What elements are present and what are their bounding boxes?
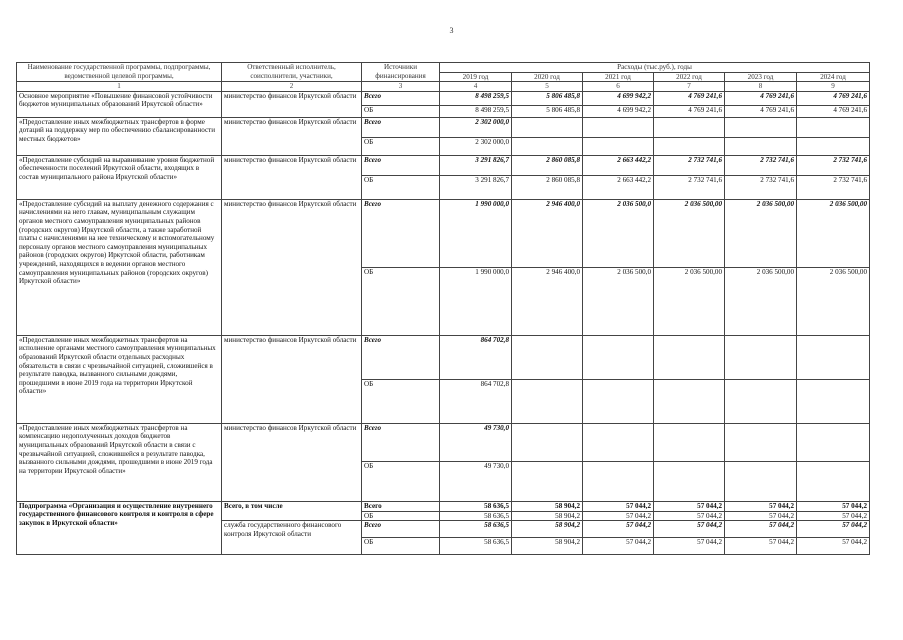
source-ob-cell: ОБ bbox=[362, 137, 440, 155]
expense-ob-cell bbox=[583, 137, 654, 155]
expense-cell: 57 044,2 bbox=[583, 501, 654, 511]
expense-cell: 57 044,2 bbox=[797, 521, 870, 538]
expense-ob-cell bbox=[725, 137, 797, 155]
subprogram-total-label-cell: Всего, в том числе bbox=[222, 501, 362, 521]
expense-total-cell: 2 663 442,2 bbox=[583, 155, 654, 175]
expense-total-cell: 3 291 826,7 bbox=[440, 155, 512, 175]
source-vsego-cell: Всего bbox=[362, 501, 440, 511]
expense-ob-cell bbox=[725, 461, 797, 501]
expense-ob-cell: 4 769 241,6 bbox=[797, 105, 870, 117]
expense-ob-cell: 1 990 000,0 bbox=[440, 267, 512, 335]
executor-cell: министерство финансов Иркутской области bbox=[222, 423, 362, 501]
expense-ob-cell: 4 699 942,2 bbox=[583, 105, 654, 117]
header-source: Источники финансирования bbox=[362, 63, 440, 82]
expense-cell: 57 044,2 bbox=[654, 521, 725, 538]
expense-cell: 58 904,2 bbox=[512, 501, 583, 511]
expense-ob-cell: 2 946 400,0 bbox=[512, 267, 583, 335]
expense-cell: 57 044,2 bbox=[797, 538, 870, 555]
expense-total-cell: 2 036 500,00 bbox=[797, 199, 870, 267]
expense-ob-cell: 2 860 085,8 bbox=[512, 175, 583, 199]
expense-ob-cell: 2 732 741,6 bbox=[797, 175, 870, 199]
column-index-row bbox=[17, 82, 870, 92]
expense-total-cell bbox=[583, 423, 654, 461]
expense-total-cell: 2 036 500,00 bbox=[725, 199, 797, 267]
column-index: 7 bbox=[654, 82, 725, 92]
source-vsego-cell: Всего bbox=[362, 521, 440, 538]
header-executor: Ответственный исполнитель, соисполнители, участники, bbox=[222, 63, 362, 82]
expense-cell: 57 044,2 bbox=[797, 501, 870, 511]
expense-cell: 57 044,2 bbox=[797, 511, 870, 521]
expense-ob-cell: 5 806 485,8 bbox=[512, 105, 583, 117]
expense-ob-cell: 8 498 259,5 bbox=[440, 105, 512, 117]
program-name-cell: «Предоставление иных межбюджетных трансфертов на исполнение органами местного самоуправления муниципальных образований Иркутской области отдельных расходных обязательств в связи с чрезвычайной ситуацией, сложившейся в результате паводка, вызванного сильными дождями, прошедшими в июне 2019 года на территории Иркутской области» bbox=[17, 335, 222, 423]
column-index: 4 bbox=[440, 82, 512, 92]
expense-total-cell bbox=[797, 117, 870, 137]
executor-cell: министерство финансов Иркутской области bbox=[222, 199, 362, 335]
expense-ob-cell: 4 769 241,6 bbox=[654, 105, 725, 117]
table-row bbox=[17, 199, 870, 267]
expense-ob-cell bbox=[797, 461, 870, 501]
source-vsego-cell: Всего bbox=[362, 91, 440, 105]
expense-total-cell bbox=[797, 423, 870, 461]
expense-total-cell bbox=[654, 117, 725, 137]
column-index: 2 bbox=[222, 82, 362, 92]
header-year: 2023 год bbox=[725, 72, 797, 82]
expense-total-cell: 4 699 942,2 bbox=[583, 91, 654, 105]
column-index: 9 bbox=[797, 82, 870, 92]
expense-total-cell: 864 702,8 bbox=[440, 335, 512, 379]
program-name-cell: «Предоставление иных межбюджетных трансфертов в форме дотаций на поддержку мер по обеспечению сбалансированности местных бюджетов» bbox=[17, 117, 222, 155]
expense-total-cell bbox=[583, 335, 654, 379]
expense-total-cell: 49 730,0 bbox=[440, 423, 512, 461]
expense-ob-cell bbox=[725, 379, 797, 423]
expense-cell: 57 044,2 bbox=[725, 511, 797, 521]
table-row bbox=[17, 501, 870, 511]
header-year: 2020 год bbox=[512, 72, 583, 82]
source-vsego-cell: Всего bbox=[362, 117, 440, 137]
expense-cell: 57 044,2 bbox=[654, 511, 725, 521]
table-body bbox=[17, 91, 870, 555]
expense-ob-cell: 864 702,8 bbox=[440, 379, 512, 423]
page-number: 3 bbox=[449, 26, 454, 35]
expense-total-cell: 2 860 085,8 bbox=[512, 155, 583, 175]
executor-cell: министерство финансов Иркутской области bbox=[222, 91, 362, 117]
expense-total-cell bbox=[725, 117, 797, 137]
expense-cell: 58 904,2 bbox=[512, 538, 583, 555]
column-index: 3 bbox=[362, 82, 440, 92]
table-row bbox=[17, 155, 870, 175]
column-index: 1 bbox=[17, 82, 222, 92]
expense-ob-cell: 4 769 241,6 bbox=[725, 105, 797, 117]
expense-total-cell: 5 806 485,8 bbox=[512, 91, 583, 105]
expense-cell: 57 044,2 bbox=[725, 538, 797, 555]
expense-cell: 57 044,2 bbox=[654, 538, 725, 555]
table-row bbox=[17, 117, 870, 137]
expense-total-cell: 2 732 741,6 bbox=[797, 155, 870, 175]
column-index: 6 bbox=[583, 82, 654, 92]
table-row bbox=[17, 335, 870, 379]
program-name-cell: Основное мероприятие «Повышение финансовой устойчивости бюджетов муниципальных образований Иркутской области» bbox=[17, 91, 222, 117]
source-ob-cell: ОБ bbox=[362, 105, 440, 117]
expense-ob-cell bbox=[654, 379, 725, 423]
expense-total-cell: 2 946 400,0 bbox=[512, 199, 583, 267]
expense-ob-cell: 3 291 826,7 bbox=[440, 175, 512, 199]
expense-total-cell: 4 769 241,6 bbox=[797, 91, 870, 105]
expense-ob-cell bbox=[512, 379, 583, 423]
expense-ob-cell bbox=[654, 461, 725, 501]
source-vsego-cell: Всего bbox=[362, 335, 440, 379]
expense-cell: 58 636,5 bbox=[440, 501, 512, 511]
table-row bbox=[17, 423, 870, 461]
header-expenses: Расходы (тыс.руб.), годы bbox=[440, 63, 870, 73]
header-year: 2019 год bbox=[440, 72, 512, 82]
expense-total-cell: 2 732 741,6 bbox=[654, 155, 725, 175]
expense-cell: 58 904,2 bbox=[512, 511, 583, 521]
header-year: 2021 год bbox=[583, 72, 654, 82]
column-index: 5 bbox=[512, 82, 583, 92]
expense-ob-cell: 2 036 500,00 bbox=[654, 267, 725, 335]
table-row bbox=[17, 91, 870, 105]
expense-total-cell bbox=[512, 423, 583, 461]
expense-cell: 58 636,5 bbox=[440, 538, 512, 555]
source-ob-cell: ОБ bbox=[362, 267, 440, 335]
source-ob-cell: ОБ bbox=[362, 511, 440, 521]
expense-cell: 58 636,5 bbox=[440, 521, 512, 538]
expense-total-cell bbox=[583, 117, 654, 137]
executor-cell: министерство финансов Иркутской области bbox=[222, 117, 362, 155]
expense-cell: 57 044,2 bbox=[725, 501, 797, 511]
program-name-cell: «Предоставление субсидий на выплату денежного содержания с начислениями на него главам, муниципальным служащим органов местного самоуправления муниципальных районов (городских округов) Иркутской области, а также заработной платы с начислениями на нее техническому и вспомогательному персоналу органов местного самоуправления муниципальных районов (городских округов) Иркутской области, работникам учреждений, находящихся в ведении органов местного самоуправления муниципальных районов (городских округов) Иркутской области» bbox=[17, 199, 222, 335]
expense-total-cell: 4 769 241,6 bbox=[654, 91, 725, 105]
expense-total-cell bbox=[654, 423, 725, 461]
source-vsego-cell: Всего bbox=[362, 423, 440, 461]
expense-total-cell: 1 990 000,0 bbox=[440, 199, 512, 267]
source-vsego-cell: Всего bbox=[362, 155, 440, 175]
expense-ob-cell bbox=[512, 461, 583, 501]
expense-ob-cell bbox=[583, 461, 654, 501]
header-year: 2022 год bbox=[654, 72, 725, 82]
expense-ob-cell: 2 036 500,00 bbox=[797, 267, 870, 335]
source-ob-cell: ОБ bbox=[362, 379, 440, 423]
expense-total-cell: 2 036 500,00 bbox=[654, 199, 725, 267]
expense-total-cell: 4 769 241,6 bbox=[725, 91, 797, 105]
expense-cell: 58 904,2 bbox=[512, 521, 583, 538]
expense-ob-cell bbox=[797, 137, 870, 155]
subprogram-name-cell: Подпрограмма «Организация и осуществление внутреннего государственного финансового контроля и контроля в сфере закупок в Иркутской области» bbox=[17, 501, 222, 555]
executor-cell: министерство финансов Иркутской области bbox=[222, 335, 362, 423]
expense-ob-cell: 2 036 500,00 bbox=[725, 267, 797, 335]
subprogram-executor-cell: служба государственного финансового контроля Иркутской области bbox=[222, 521, 362, 555]
expense-cell: 57 044,2 bbox=[654, 501, 725, 511]
expense-ob-cell: 2 732 741,6 bbox=[654, 175, 725, 199]
expense-total-cell: 2 732 741,6 bbox=[725, 155, 797, 175]
header-name: Наименование государственной программы, подпрограммы, ведомственной целевой программы, bbox=[17, 63, 222, 82]
header-year: 2024 год bbox=[797, 72, 870, 82]
expense-cell: 58 636,5 bbox=[440, 511, 512, 521]
expense-ob-cell: 2 302 000,0 bbox=[440, 137, 512, 155]
expense-ob-cell bbox=[797, 379, 870, 423]
expense-ob-cell: 49 730,0 bbox=[440, 461, 512, 501]
expense-total-cell: 2 036 500,0 bbox=[583, 199, 654, 267]
expense-total-cell: 8 498 259,5 bbox=[440, 91, 512, 105]
expense-cell: 57 044,2 bbox=[583, 521, 654, 538]
expense-total-cell bbox=[512, 117, 583, 137]
expense-total-cell bbox=[797, 335, 870, 379]
expense-cell: 57 044,2 bbox=[583, 511, 654, 521]
expense-cell: 57 044,2 bbox=[725, 521, 797, 538]
expense-total-cell bbox=[654, 335, 725, 379]
executor-cell: министерство финансов Иркутской области bbox=[222, 155, 362, 199]
program-name-cell: «Предоставление иных межбюджетных трансфертов на компенсацию недополученных доходов бюджетов муниципальных образований Иркутской области в связи с чрезвычайной ситуацией, сложившейся в результате паводка, вызванного сильными дождями, прошедшими в июне 2019 года на территории Иркутской области» bbox=[17, 423, 222, 501]
expense-ob-cell bbox=[583, 379, 654, 423]
expense-total-cell: 2 302 000,0 bbox=[440, 117, 512, 137]
source-vsego-cell: Всего bbox=[362, 199, 440, 267]
expense-ob-cell bbox=[654, 137, 725, 155]
column-index: 8 bbox=[725, 82, 797, 92]
expense-total-cell bbox=[512, 335, 583, 379]
source-ob-cell: ОБ bbox=[362, 461, 440, 501]
expense-total-cell bbox=[725, 423, 797, 461]
expense-cell: 57 044,2 bbox=[583, 538, 654, 555]
expense-total-cell bbox=[725, 335, 797, 379]
expense-ob-cell: 2 036 500,0 bbox=[583, 267, 654, 335]
program-name-cell: «Предоставление субсидий на выравнивание уровня бюджетной обеспеченности поселений Иркутской области, входящих в состав муниципального района Иркутской области» bbox=[17, 155, 222, 199]
source-ob-cell: ОБ bbox=[362, 175, 440, 199]
source-ob-cell: ОБ bbox=[362, 538, 440, 555]
expense-ob-cell: 2 663 442,2 bbox=[583, 175, 654, 199]
budget-table bbox=[16, 62, 870, 555]
expense-ob-cell bbox=[512, 137, 583, 155]
expense-ob-cell: 2 732 741,6 bbox=[725, 175, 797, 199]
